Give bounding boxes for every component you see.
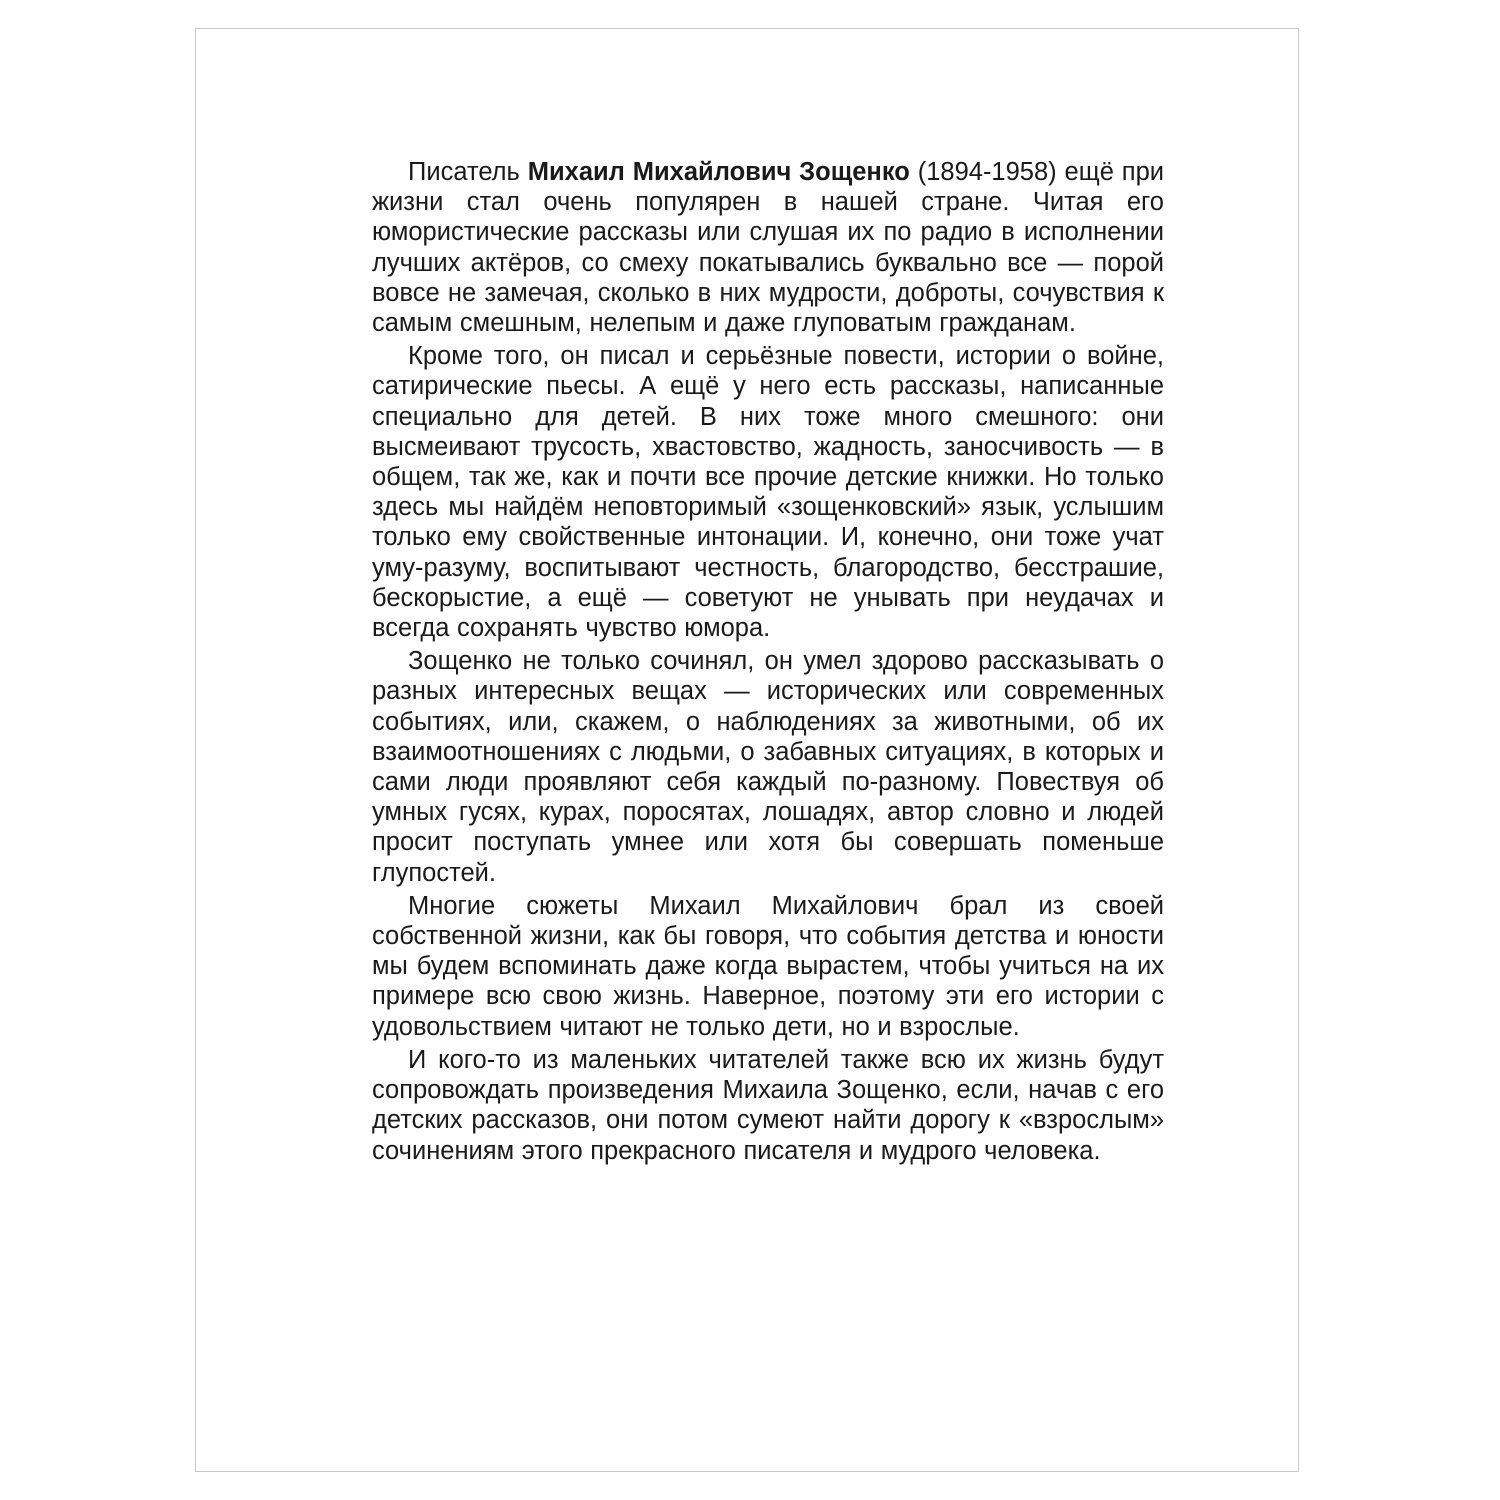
- author-name: Михаил Михайлович Зощенко: [527, 158, 910, 186]
- paragraph-2: Кроме того, он писал и серьёзные повести, истории о войне, сатирические пьесы. А ещё у него есть рассказы, написанные специально для детей. В них тоже много смешного: они высмеивают трусость, хвастовство, жадность, заносчивость — в общем, так же, как и почти все прочие детские книжки. Но только здесь мы найдём неповторимый «зощенковский» язык, услышим только ему свойственные интонации. И, конечно, они тоже учат уму-разуму, воспитывают честность, благородство, бесстрашие, бескорыстие, а ещё — советуют не унывать при неудачах и всегда сохранять чувство юмора.: [372, 342, 1164, 643]
- paragraph-1-text: (1894-1958) ещё при жизни стал очень популярен в нашей стране. Читая его юмористические рассказы или слушая их по радио в исполнении лучших актёров, со смеху покатывались буквально все — порой вовсе не замечая, сколько в них мудрости, доброты, сочувствия к самым смешным, нелепым и даже глуповатым гражданам.: [372, 158, 1164, 338]
- paragraph-4: Многие сюжеты Михаил Михайлович брал из своей собственной жизни, как бы говоря, что события детства и юности мы будем вспоминать даже когда вырастем, чтобы учиться на их примере всю свою жизнь. Наверное, поэтому эти его истории с удовольствием читают не только дети, но и взрослые.: [372, 891, 1164, 1041]
- paragraph-3: Зощенко не только сочинял, он умел здорово рассказывать о разных интересных вещах — исторических или современных событиях, или, скажем, о наблюдениях за животными, об их взаимоотношениях с людьми, о забавных ситуациях, в которых и сами люди проявляют себя каждый по-разному. Повествуя об умных гусях, курах, поросятах, лошадях, автор словно и людей просит поступать умнее или хотя бы совершать поменьше глупостей.: [372, 647, 1164, 887]
- book-page: [195, 28, 1299, 1472]
- paragraph-1: [372, 157, 1164, 338]
- article-text: [372, 157, 1164, 1166]
- paragraph-1-intro: Писатель: [408, 158, 528, 186]
- paragraph-5: И кого-то из маленьких читателей также всю их жизнь будут сопровождать произведения Михаила Зощенко, если, начав с его детских рассказов, они потом сумеют найти дорогу к «взрослым» сочинениям этого прекрасного писателя и мудрого человека.: [372, 1045, 1164, 1165]
